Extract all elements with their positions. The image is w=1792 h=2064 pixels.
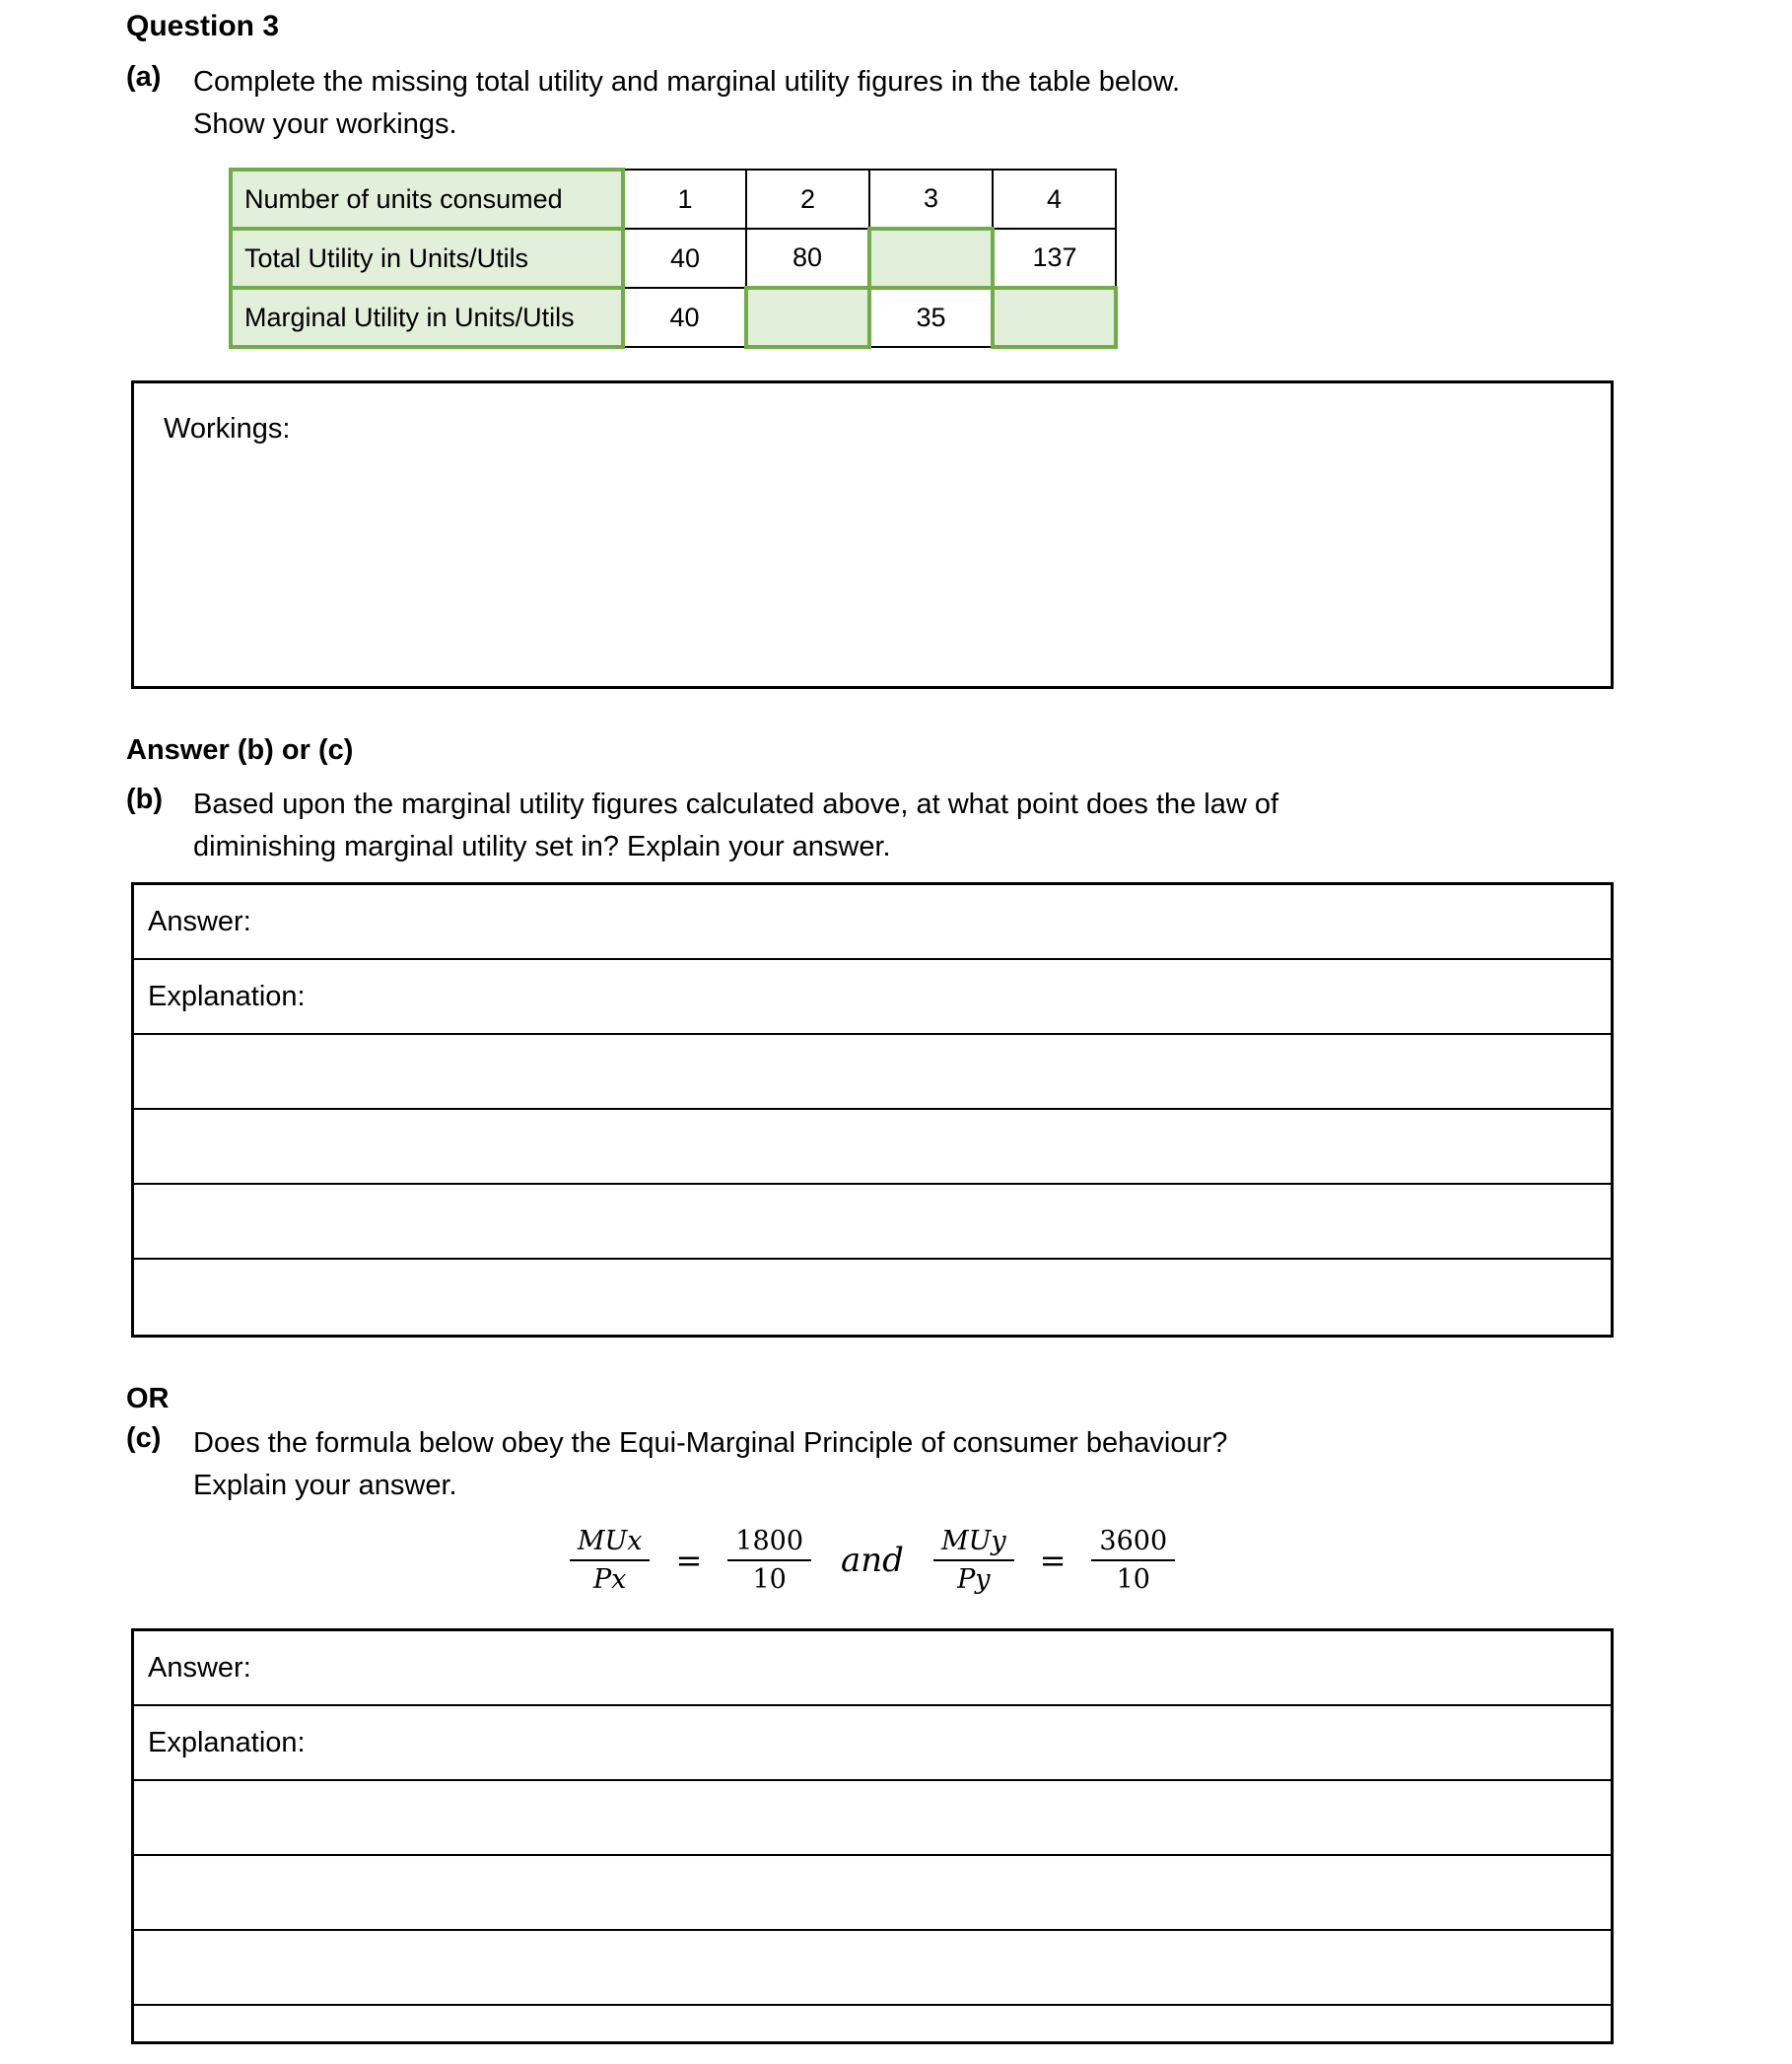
answer-line-b-2[interactable]	[134, 1110, 1611, 1185]
equi-marginal-formula	[131, 1513, 1614, 1608]
fraction-1800-numerator: 1800	[727, 1526, 811, 1561]
answer-line-c-4[interactable]	[134, 2006, 1611, 2041]
marginal-utility-missing-cell-4[interactable]	[993, 288, 1116, 347]
total-utility-cell-4: 137	[993, 229, 1116, 288]
answer-label-c: Answer:	[148, 1651, 251, 1684]
table-row-marginal-utility	[231, 288, 1116, 347]
answer-line-c-2[interactable]	[134, 1856, 1611, 1931]
part-b-line2: diminishing marginal utility set in? Explain your answer.	[193, 831, 891, 862]
row-label-units-consumed: Number of units consumed	[231, 170, 623, 229]
answer-line-b-3[interactable]	[134, 1185, 1611, 1260]
units-header-cell-2: 2	[746, 170, 869, 229]
answer-line-c-1[interactable]	[134, 1781, 1611, 1856]
row-label-total-utility: Total Utility in Units/Utils	[231, 229, 623, 288]
part-b-text	[193, 784, 1278, 868]
answer-line-b-4[interactable]	[134, 1260, 1611, 1335]
equals-sign-2: =	[1039, 1542, 1067, 1579]
fraction-mux-denominator: Px	[592, 1564, 627, 1595]
explanation-label-b: Explanation:	[148, 980, 306, 1012]
units-header-cell-1: 1	[623, 170, 746, 229]
marginal-utility-missing-cell-2[interactable]	[746, 288, 869, 347]
answer-line-b-1[interactable]	[134, 1035, 1611, 1110]
fraction-muy-py	[933, 1526, 1014, 1595]
answer-box-b	[131, 882, 1614, 1338]
table-row-total-utility	[231, 229, 1116, 288]
fraction-1800-10	[727, 1526, 811, 1595]
fraction-3600-10	[1091, 1526, 1175, 1595]
units-header-cell-3: 3	[869, 170, 993, 229]
part-a-line2: Show your workings.	[193, 108, 457, 140]
answer-row-c[interactable]	[134, 1631, 1611, 1706]
part-b-label: (b)	[126, 784, 164, 815]
row-label-marginal-utility: Marginal Utility in Units/Utils	[231, 288, 623, 347]
answer-b-or-c-heading: Answer (b) or (c)	[126, 734, 354, 766]
part-a-label: (a)	[126, 61, 162, 93]
fraction-mux-px	[570, 1526, 651, 1595]
answer-box-c	[131, 1628, 1614, 2044]
total-utility-cell-1: 40	[623, 229, 746, 288]
explanation-row-c[interactable]	[134, 1706, 1611, 1781]
explanation-row-b[interactable]	[134, 960, 1611, 1035]
fraction-3600-numerator: 3600	[1091, 1526, 1175, 1561]
part-c-text	[193, 1422, 1227, 1507]
marginal-utility-cell-1: 40	[623, 288, 746, 347]
and-conjunction: and	[841, 1541, 904, 1580]
fraction-muy-denominator: Py	[957, 1564, 991, 1595]
answer-label-b: Answer:	[148, 905, 251, 937]
part-c-line2: Explain your answer.	[193, 1470, 457, 1501]
part-a-line1: Complete the missing total utility and marginal utility figures in the table below.	[193, 66, 1181, 98]
total-utility-cell-2: 80	[746, 229, 869, 288]
fraction-3600-denominator: 10	[1116, 1564, 1150, 1595]
marginal-utility-cell-3: 35	[869, 288, 993, 347]
fraction-muy-numerator: MUy	[933, 1526, 1014, 1561]
fraction-1800-denominator: 10	[752, 1564, 787, 1595]
answer-row-b[interactable]	[134, 885, 1611, 960]
part-a-text	[193, 61, 1180, 146]
table-row-units	[231, 170, 1116, 229]
part-b-line1: Based upon the marginal utility figures calculated above, at what point does the law of	[193, 789, 1279, 820]
part-c-line1: Does the formula below obey the Equi-Marginal Principle of consumer behaviour?	[193, 1427, 1228, 1459]
fraction-mux-numerator: MUx	[570, 1526, 651, 1561]
part-c-label: (c)	[126, 1422, 162, 1454]
units-header-cell-4: 4	[993, 170, 1116, 229]
workings-label: Workings:	[164, 413, 291, 445]
answer-line-c-3[interactable]	[134, 1931, 1611, 2006]
utility-table	[229, 168, 1118, 349]
workings-box[interactable]	[131, 380, 1614, 689]
total-utility-missing-cell-3[interactable]	[869, 229, 993, 288]
question-title: Question 3	[126, 10, 280, 42]
explanation-label-c: Explanation:	[148, 1726, 306, 1758]
or-heading: OR	[126, 1383, 170, 1414]
equals-sign-1: =	[675, 1542, 703, 1579]
